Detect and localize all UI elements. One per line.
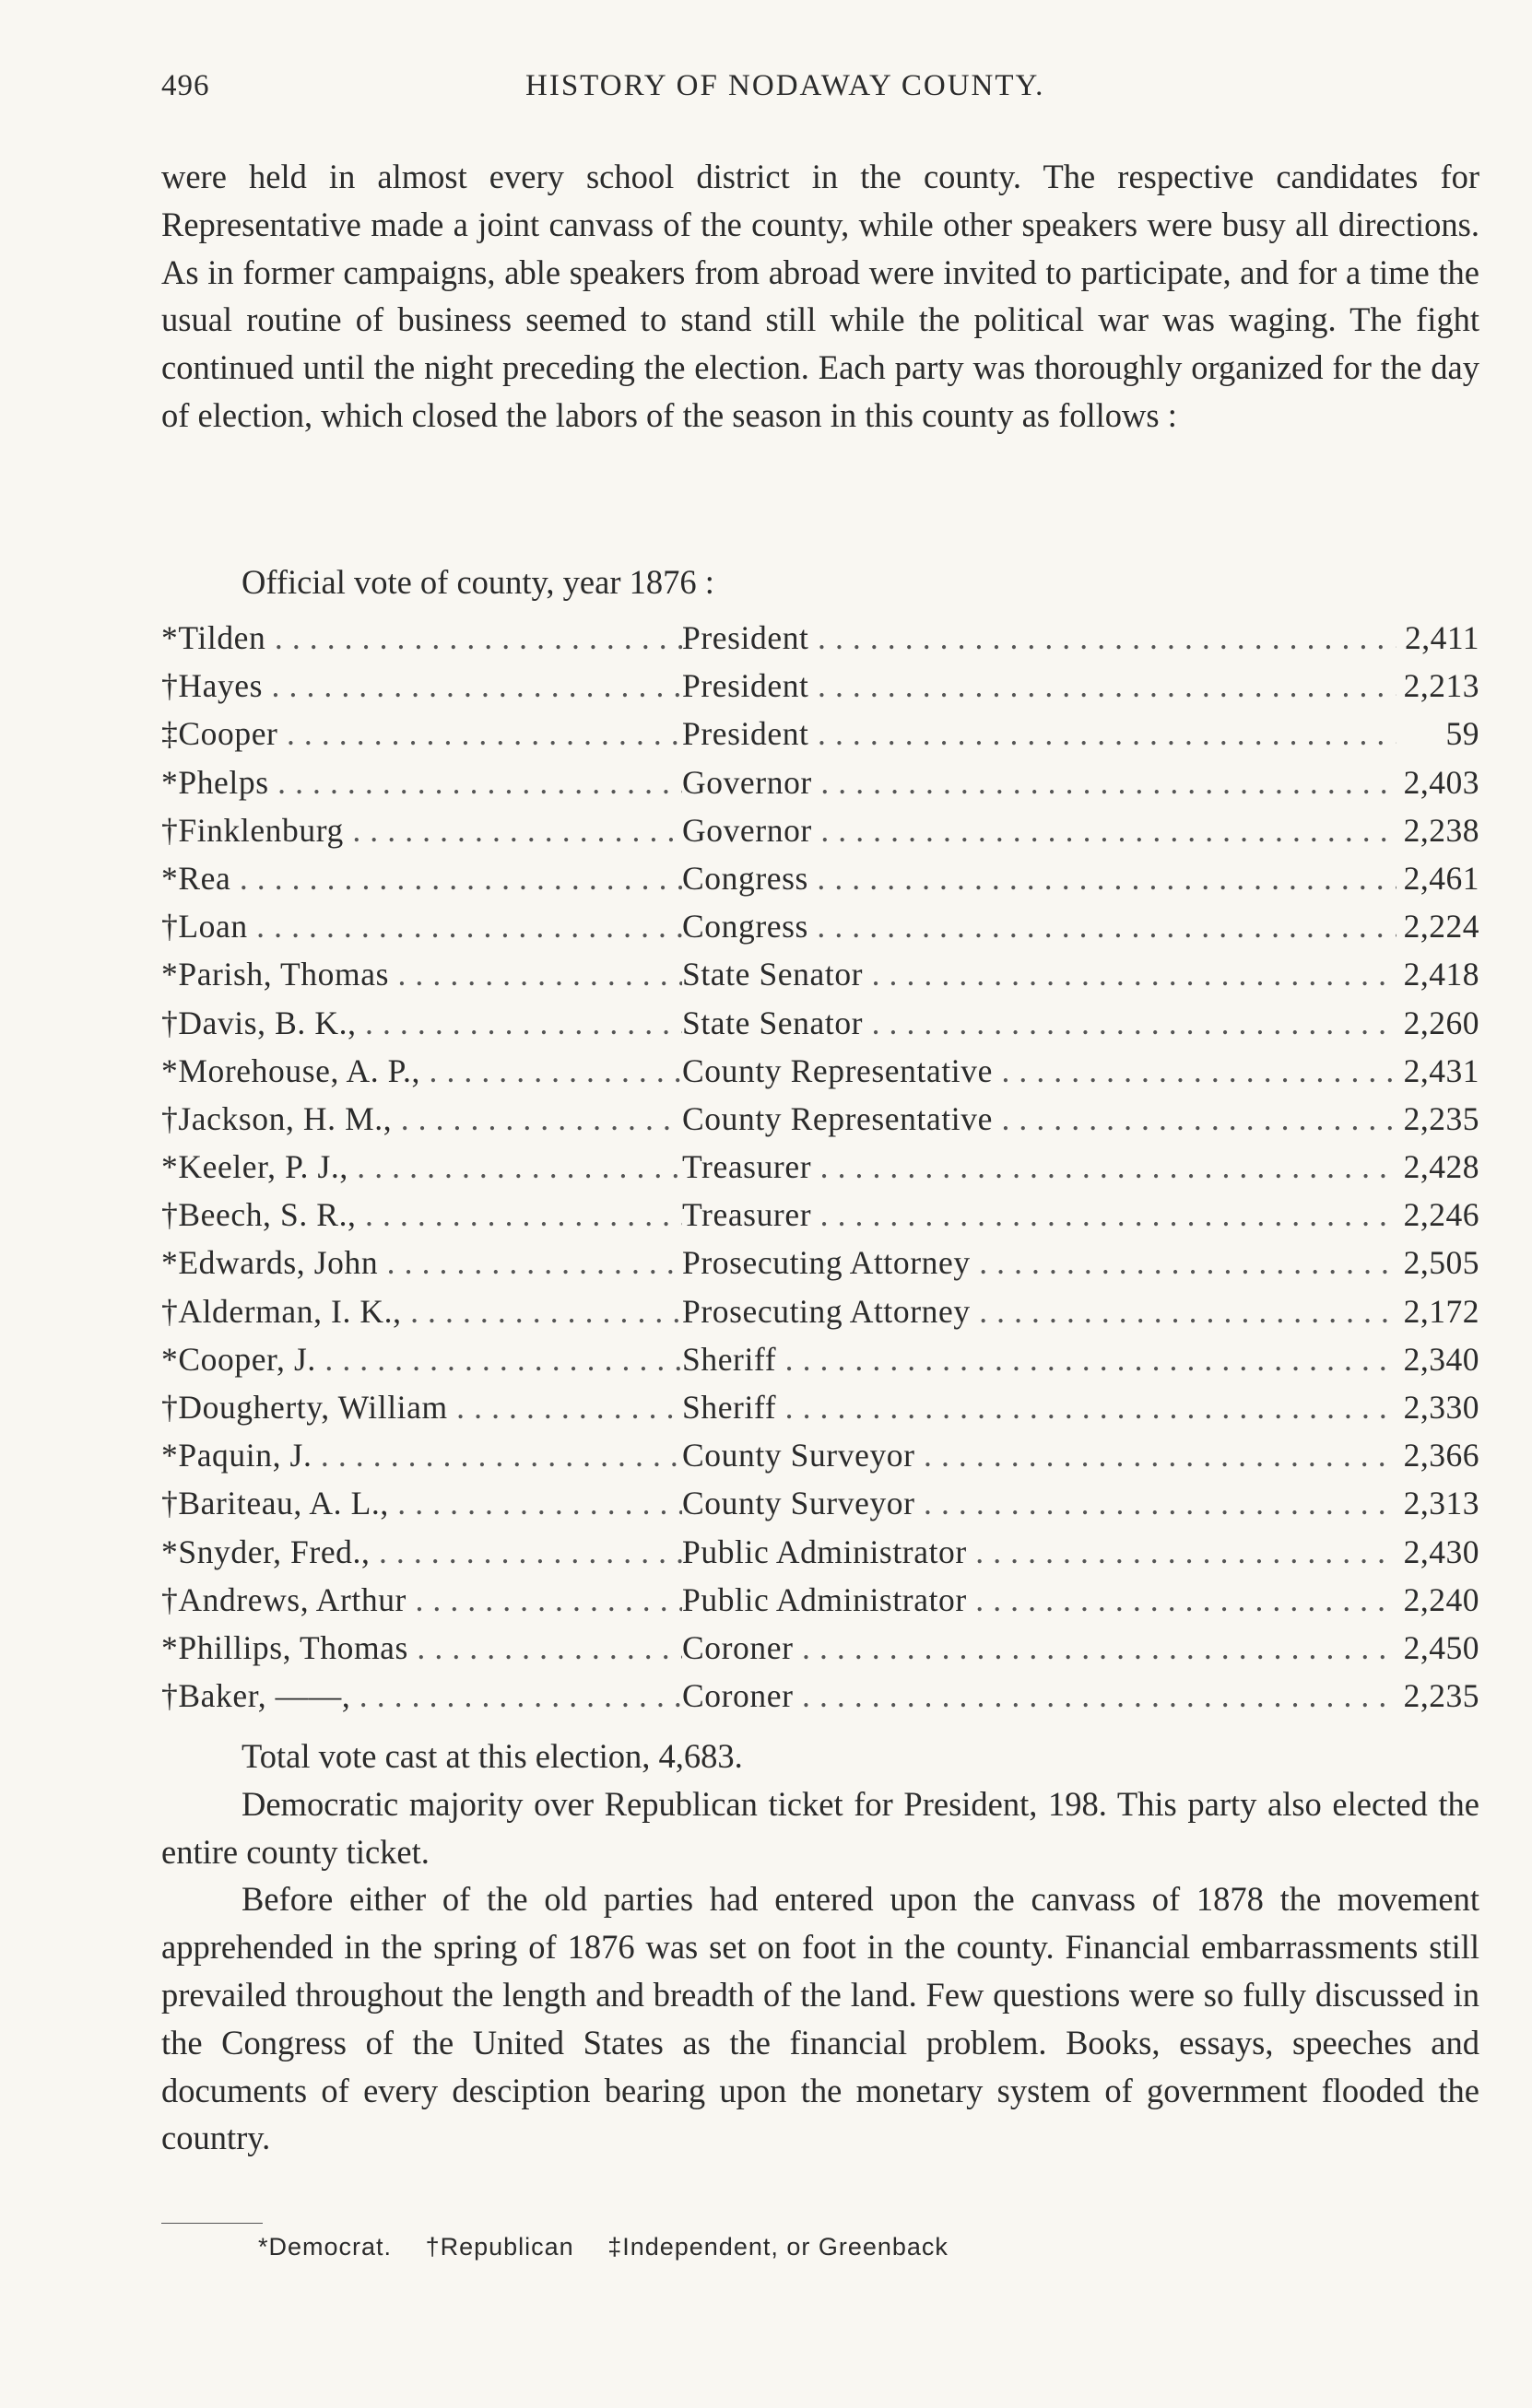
office-name: President <box>682 715 809 753</box>
official-vote-table <box>161 614 1479 1720</box>
candidate-name: Andrews, Arthur <box>178 1580 407 1618</box>
vote-candidate <box>161 854 682 902</box>
vote-office <box>682 1095 1396 1143</box>
candidate-name: Snyder, Fred., <box>178 1533 371 1570</box>
vote-row <box>161 902 1479 950</box>
party-mark: † <box>161 811 179 849</box>
party-mark: † <box>161 1580 179 1618</box>
candidate-name: Loan <box>178 908 248 946</box>
footnotes <box>258 2228 974 2265</box>
candidate-name: Keeler, P. J., <box>178 1148 348 1186</box>
vote-office <box>682 1431 1396 1479</box>
candidate-name: Parish, Thomas <box>178 956 389 993</box>
vote-count: 2,430 <box>1396 1528 1479 1576</box>
candidate-name: Jackson, H. M., <box>178 1099 393 1137</box>
office-name: Prosecuting Attorney <box>682 1292 971 1330</box>
vote-candidate <box>161 1672 682 1720</box>
party-mark: * <box>161 1437 179 1474</box>
vote-row <box>161 1095 1479 1143</box>
vote-row <box>161 1383 1479 1431</box>
vote-row <box>161 1287 1479 1335</box>
office-name: County Surveyor <box>682 1485 915 1522</box>
party-mark: * <box>161 859 179 897</box>
candidate-name: Cooper <box>178 715 278 753</box>
candidate-name: Bariteau, A. L., <box>178 1485 389 1522</box>
vote-count: 2,403 <box>1396 758 1479 806</box>
vote-candidate <box>161 614 682 662</box>
vote-row <box>161 806 1479 854</box>
financial-paragraph: Before either of the old parties had entered upon the canvass of 1878 the movement apprehended in the spring of 1876 was set on foot in the county. Financial embarrassments still prevailed throughout the length and breadth of the land. Few questions were so fully discussed in the Congress of the United States as the financial problem. Books, essays, speeches and documents of every desciption bearing upon the monetary system of government flooded the country. <box>161 1880 1479 2157</box>
party-mark: * <box>161 1340 179 1378</box>
party-mark: * <box>161 956 179 993</box>
vote-count: 2,260 <box>1396 999 1479 1047</box>
office-name: Sheriff <box>682 1340 777 1378</box>
vote-candidate <box>161 662 682 710</box>
vote-candidate <box>161 1431 682 1479</box>
office-name: State Senator <box>682 1004 864 1041</box>
vote-candidate <box>161 1239 682 1286</box>
vote-candidate <box>161 1335 682 1383</box>
footnote-republican: †Republican <box>425 2233 574 2261</box>
candidate-name: Edwards, John <box>178 1244 379 1282</box>
vote-row <box>161 1624 1479 1672</box>
candidate-name: Baker, ——, <box>178 1677 351 1715</box>
office-name: County Surveyor <box>682 1437 915 1474</box>
vote-row <box>161 1528 1479 1576</box>
vote-count: 59 <box>1396 710 1479 758</box>
candidate-name: Dougherty, William <box>178 1389 448 1426</box>
office-name: Treasurer <box>682 1196 812 1234</box>
vote-candidate <box>161 710 682 758</box>
party-mark: † <box>161 1004 179 1041</box>
office-name: Prosecuting Attorney <box>682 1244 971 1282</box>
office-name: President <box>682 619 809 656</box>
vote-count: 2,224 <box>1396 902 1479 950</box>
vote-office <box>682 1672 1396 1720</box>
office-name: Governor <box>682 811 812 849</box>
candidate-name: Morehouse, A. P., <box>178 1051 421 1089</box>
vote-office <box>682 950 1396 998</box>
party-mark: † <box>161 1389 179 1426</box>
vote-candidate <box>161 1047 682 1095</box>
candidate-name: Alderman, I. K., <box>178 1292 402 1330</box>
vote-office <box>682 758 1396 806</box>
vote-row <box>161 710 1479 758</box>
party-mark: † <box>161 1292 179 1330</box>
vote-count: 2,505 <box>1396 1239 1479 1286</box>
vote-count: 2,240 <box>1396 1576 1479 1624</box>
vote-row <box>161 1143 1479 1191</box>
vote-count: 2,418 <box>1396 950 1479 998</box>
vote-count: 2,431 <box>1396 1047 1479 1095</box>
office-name: Congress <box>682 859 808 897</box>
vote-count: 2,411 <box>1396 614 1479 662</box>
vote-candidate <box>161 1528 682 1576</box>
candidate-name: Cooper, J. <box>178 1340 316 1378</box>
office-name: Public Administrator <box>682 1580 967 1618</box>
vote-count: 2,172 <box>1396 1287 1479 1335</box>
vote-candidate <box>161 806 682 854</box>
vote-row <box>161 1335 1479 1383</box>
vote-row <box>161 854 1479 902</box>
vote-candidate <box>161 902 682 950</box>
vote-count: 2,450 <box>1396 1624 1479 1672</box>
vote-office <box>682 1479 1396 1527</box>
vote-candidate <box>161 1383 682 1431</box>
vote-candidate <box>161 950 682 998</box>
candidate-name: Tilden <box>178 619 266 656</box>
candidate-name: Paquin, J. <box>178 1437 312 1474</box>
vote-row <box>161 1191 1479 1239</box>
party-mark: † <box>161 1099 179 1137</box>
party-mark: * <box>161 1244 179 1282</box>
party-mark: * <box>161 619 179 656</box>
total-vote-line: Total vote cast at this election, 4,683. <box>242 1737 743 1775</box>
candidate-name: Davis, B. K., <box>178 1004 357 1041</box>
vote-count: 2,461 <box>1396 854 1479 902</box>
vote-row <box>161 1672 1479 1720</box>
office-name: County Representative <box>682 1099 993 1137</box>
office-name: Coroner <box>682 1628 794 1666</box>
vote-count: 2,238 <box>1396 806 1479 854</box>
office-name: County Representative <box>682 1051 993 1089</box>
vote-candidate <box>161 1191 682 1239</box>
vote-count: 2,366 <box>1396 1431 1479 1479</box>
candidate-name: Phelps <box>178 763 269 801</box>
vote-office <box>682 1528 1396 1576</box>
footnote-rule <box>161 2223 263 2224</box>
office-name: Governor <box>682 763 812 801</box>
vote-candidate <box>161 1624 682 1672</box>
vote-office <box>682 662 1396 710</box>
vote-office <box>682 1191 1396 1239</box>
summary-section <box>161 1733 1479 2162</box>
vote-office <box>682 1576 1396 1624</box>
office-name: Congress <box>682 908 808 946</box>
vote-count: 2,246 <box>1396 1191 1479 1239</box>
vote-count: 2,340 <box>1396 1335 1479 1383</box>
vote-candidate <box>161 1095 682 1143</box>
vote-row <box>161 758 1479 806</box>
vote-office <box>682 1287 1396 1335</box>
vote-office <box>682 710 1396 758</box>
party-mark: * <box>161 1148 179 1186</box>
vote-row <box>161 999 1479 1047</box>
vote-table-intro: Official vote of county, year 1876 : <box>242 563 714 601</box>
vote-row <box>161 1431 1479 1479</box>
office-name: Sheriff <box>682 1389 777 1426</box>
page-header <box>161 69 1470 124</box>
vote-office <box>682 999 1396 1047</box>
party-mark: † <box>161 1196 179 1234</box>
vote-count: 2,313 <box>1396 1479 1479 1527</box>
party-mark: ‡ <box>161 715 179 753</box>
vote-office <box>682 1335 1396 1383</box>
vote-candidate <box>161 1143 682 1191</box>
candidate-name: Rea <box>178 859 231 897</box>
vote-office <box>682 1143 1396 1191</box>
vote-candidate <box>161 1479 682 1527</box>
candidate-name: Finklenburg <box>178 811 344 849</box>
vote-candidate <box>161 1287 682 1335</box>
vote-row <box>161 1576 1479 1624</box>
page-number: 496 <box>161 69 210 102</box>
party-mark: * <box>161 1051 179 1089</box>
body-paragraph-campaign: were held in almost every school district in the county. The respective candidates for Representative made a joint canvass of the county, while other speakers were busy all directions. As in former campaigns, able speakers from abroad were invited to participate, and for a time the usual routine of business seemed to stand still while the political war was waging. The fight continued until the night preceding the election. Each party was thoroughly organized for the day of election, which closed the labors of the season in this county as follows : <box>161 158 1479 434</box>
candidate-name: Beech, S. R., <box>178 1196 357 1234</box>
office-name: President <box>682 667 809 705</box>
vote-office <box>682 614 1396 662</box>
office-name: State Senator <box>682 956 864 993</box>
vote-row <box>161 614 1479 662</box>
office-name: Public Administrator <box>682 1533 967 1570</box>
running-title: HISTORY OF NODAWAY COUNTY. <box>525 69 1045 102</box>
party-mark: † <box>161 1677 179 1715</box>
office-name: Treasurer <box>682 1148 812 1186</box>
vote-office <box>682 1047 1396 1095</box>
footnote-democrat: *Democrat. <box>258 2233 393 2261</box>
vote-office <box>682 902 1396 950</box>
office-name: Coroner <box>682 1677 794 1715</box>
vote-count: 2,235 <box>1396 1095 1479 1143</box>
vote-count: 2,235 <box>1396 1672 1479 1720</box>
party-mark: † <box>161 1485 179 1522</box>
vote-office <box>682 1624 1396 1672</box>
candidate-name: Phillips, Thomas <box>178 1628 408 1666</box>
vote-count: 2,428 <box>1396 1143 1479 1191</box>
vote-row <box>161 1047 1479 1095</box>
vote-candidate <box>161 758 682 806</box>
party-mark: † <box>161 908 179 946</box>
vote-row <box>161 950 1479 998</box>
party-mark: * <box>161 1628 179 1666</box>
vote-office <box>682 1239 1396 1286</box>
party-mark: † <box>161 667 179 705</box>
vote-count: 2,213 <box>1396 662 1479 710</box>
party-mark: * <box>161 1533 179 1570</box>
vote-row <box>161 1239 1479 1286</box>
vote-office <box>682 806 1396 854</box>
vote-count: 2,330 <box>1396 1383 1479 1431</box>
vote-candidate <box>161 1576 682 1624</box>
vote-row <box>161 1479 1479 1527</box>
vote-row <box>161 662 1479 710</box>
vote-office <box>682 1383 1396 1431</box>
vote-office <box>682 854 1396 902</box>
majority-paragraph: Democratic majority over Republican ticket for President, 198. This party also elected the entire county ticket. <box>161 1784 1479 1871</box>
footnote-independent: ‡Independent, or Greenback <box>607 2233 949 2261</box>
candidate-name: Hayes <box>178 667 264 705</box>
party-mark: * <box>161 763 179 801</box>
vote-candidate <box>161 999 682 1047</box>
